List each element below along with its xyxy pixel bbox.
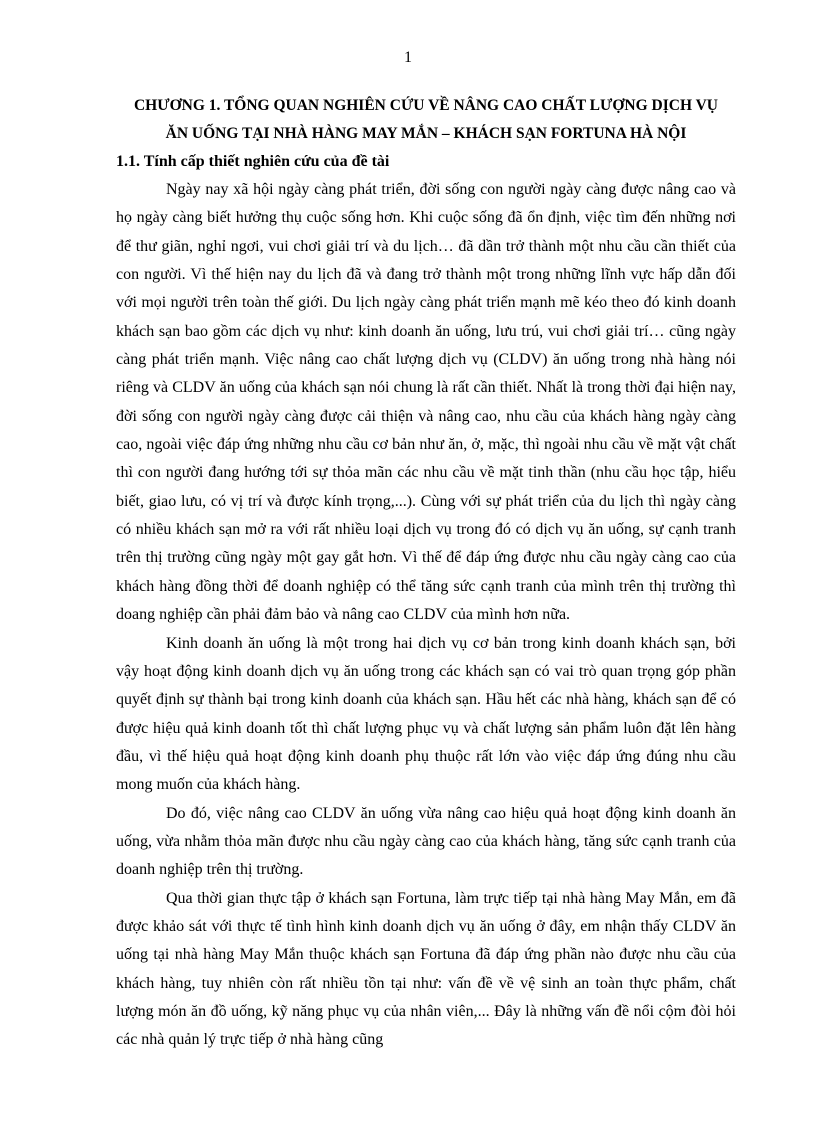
chapter-title-line-1: CHƯƠNG 1. TỔNG QUAN NGHIÊN CỨU VỀ NÂNG CAO CHẤT LƯỢNG DỊCH VỤ [133, 97, 718, 114]
section-heading: 1.1. Tính cấp thiết nghiên cứu của đề tài [116, 153, 390, 170]
page-content [116, 92, 736, 1055]
paragraph-3: Do đó, việc nâng cao CLDV ăn uống vừa nâng cao hiệu quả hoạt động kinh doanh ăn uống, vừa nhằm thỏa mãn được nhu cầu ngày càng cao của khách hàng, tăng sức cạnh tranh của doanh nghiệp trên thị trường. [116, 804, 736, 879]
page-number: 1 [404, 49, 412, 66]
paragraph-2: Kinh doanh ăn uống là một trong hai dịch vụ cơ bản trong kinh doanh khách sạn, bởi vậy hoạt động kinh doanh dịch vụ ăn uống trong các khách sạn có vai trò quan trọng góp phần quyết định sự thành bại trong kinh doanh của khách sạn. Hầu hết các nhà hàng, khách sạn để có được hiệu quả kinh doanh tốt thì chất lượng phục vụ và chất lượng sản phẩm luôn đặt lên hàng đầu, vì thế hiệu quả hoạt động kinh doanh phụ thuộc rất lớn vào việc đáp ứng đúng nhu cầu mong muốn của khách hàng. [116, 634, 736, 794]
chapter-title-line-2: ĂN UỐNG TẠI NHÀ HÀNG MAY MẮN – KHÁCH SẠN FORTUNA HÀ NỘI [165, 125, 687, 142]
paragraph-4: Qua thời gian thực tập ở khách sạn Fortuna, làm trực tiếp tại nhà hàng May Mắn, em đã được khảo sát với thực tế tình hình kinh doanh dịch vụ ăn uống ở đây, em nhận thấy CLDV ăn uống tại nhà hàng May Mắn thuộc khách sạn Fortuna đã đáp ứng phần nào được nhu cầu của khách hàng, tuy nhiên còn rất nhiều tồn tại như: vấn đề về vệ sinh an toàn thực phẩm, chất lượng món ăn đồ uống, kỹ năng phục vụ của nhân viên,... Đây là những vấn đề nổi cộm đòi hỏi các nhà quản lý trực tiếp ở nhà hàng cũng [116, 889, 736, 1049]
paragraph-1: Ngày nay xã hội ngày càng phát triển, đời sống con người ngày càng được nâng cao và họ ngày càng biết hưởng thụ cuộc sống hơn. Khi cuộc sống đã ổn định, việc tìm đến những nơi để thư giãn, nghỉ ngơi, vui chơi giải trí và du lịch… đã dần trở thành một nhu cầu cần thiết của con người. Vì thế hiện nay du lịch đã và đang trở thành một trong những lĩnh vực hấp dẫn đối với mọi người trên toàn thế giới. Du lịch ngày càng phát triển mạnh mẽ kéo theo đó kinh doanh khách sạn bao gồm các dịch vụ như: kinh doanh ăn uống, lưu trú, vui chơi giải trí… cũng ngày càng phát triển mạnh. Việc nâng cao chất lượng dịch vụ (CLDV) ăn uống trong nhà hàng nói riêng và CLDV ăn uống của khách sạn nói chung là rất cần thiết. Nhất là trong thời đại hiện nay, đời sống con người ngày càng được cải thiện và nâng cao, nhu cầu của khách hàng ngày càng cao, ngoài việc đáp ứng những nhu cầu cơ bản như ăn, ở, mặc, thì ngoài nhu cầu về mặt vật chất thì con người đang hướng tới sự thỏa mãn các nhu cầu về mặt tinh thần (nhu cầu học tập, hiểu biết, giao lưu, có vị trí và được kính trọng,...). Cùng với sự phát triển của du lịch thì ngày càng có nhiều khách sạn mở ra với rất nhiều loại dịch vụ trong đó có dịch vụ ăn uống, sự cạnh tranh trên thị trường cũng ngày một gay gắt hơn. Vì thế để đáp ứng được nhu cầu ngày càng cao của khách hàng đồng thời để doanh nghiệp có thể tăng sức cạnh tranh của mình trên thị trường thì doang nghiệp cần phải đảm bảo và nâng cao CLDV của mình hơn nữa. [116, 181, 736, 624]
